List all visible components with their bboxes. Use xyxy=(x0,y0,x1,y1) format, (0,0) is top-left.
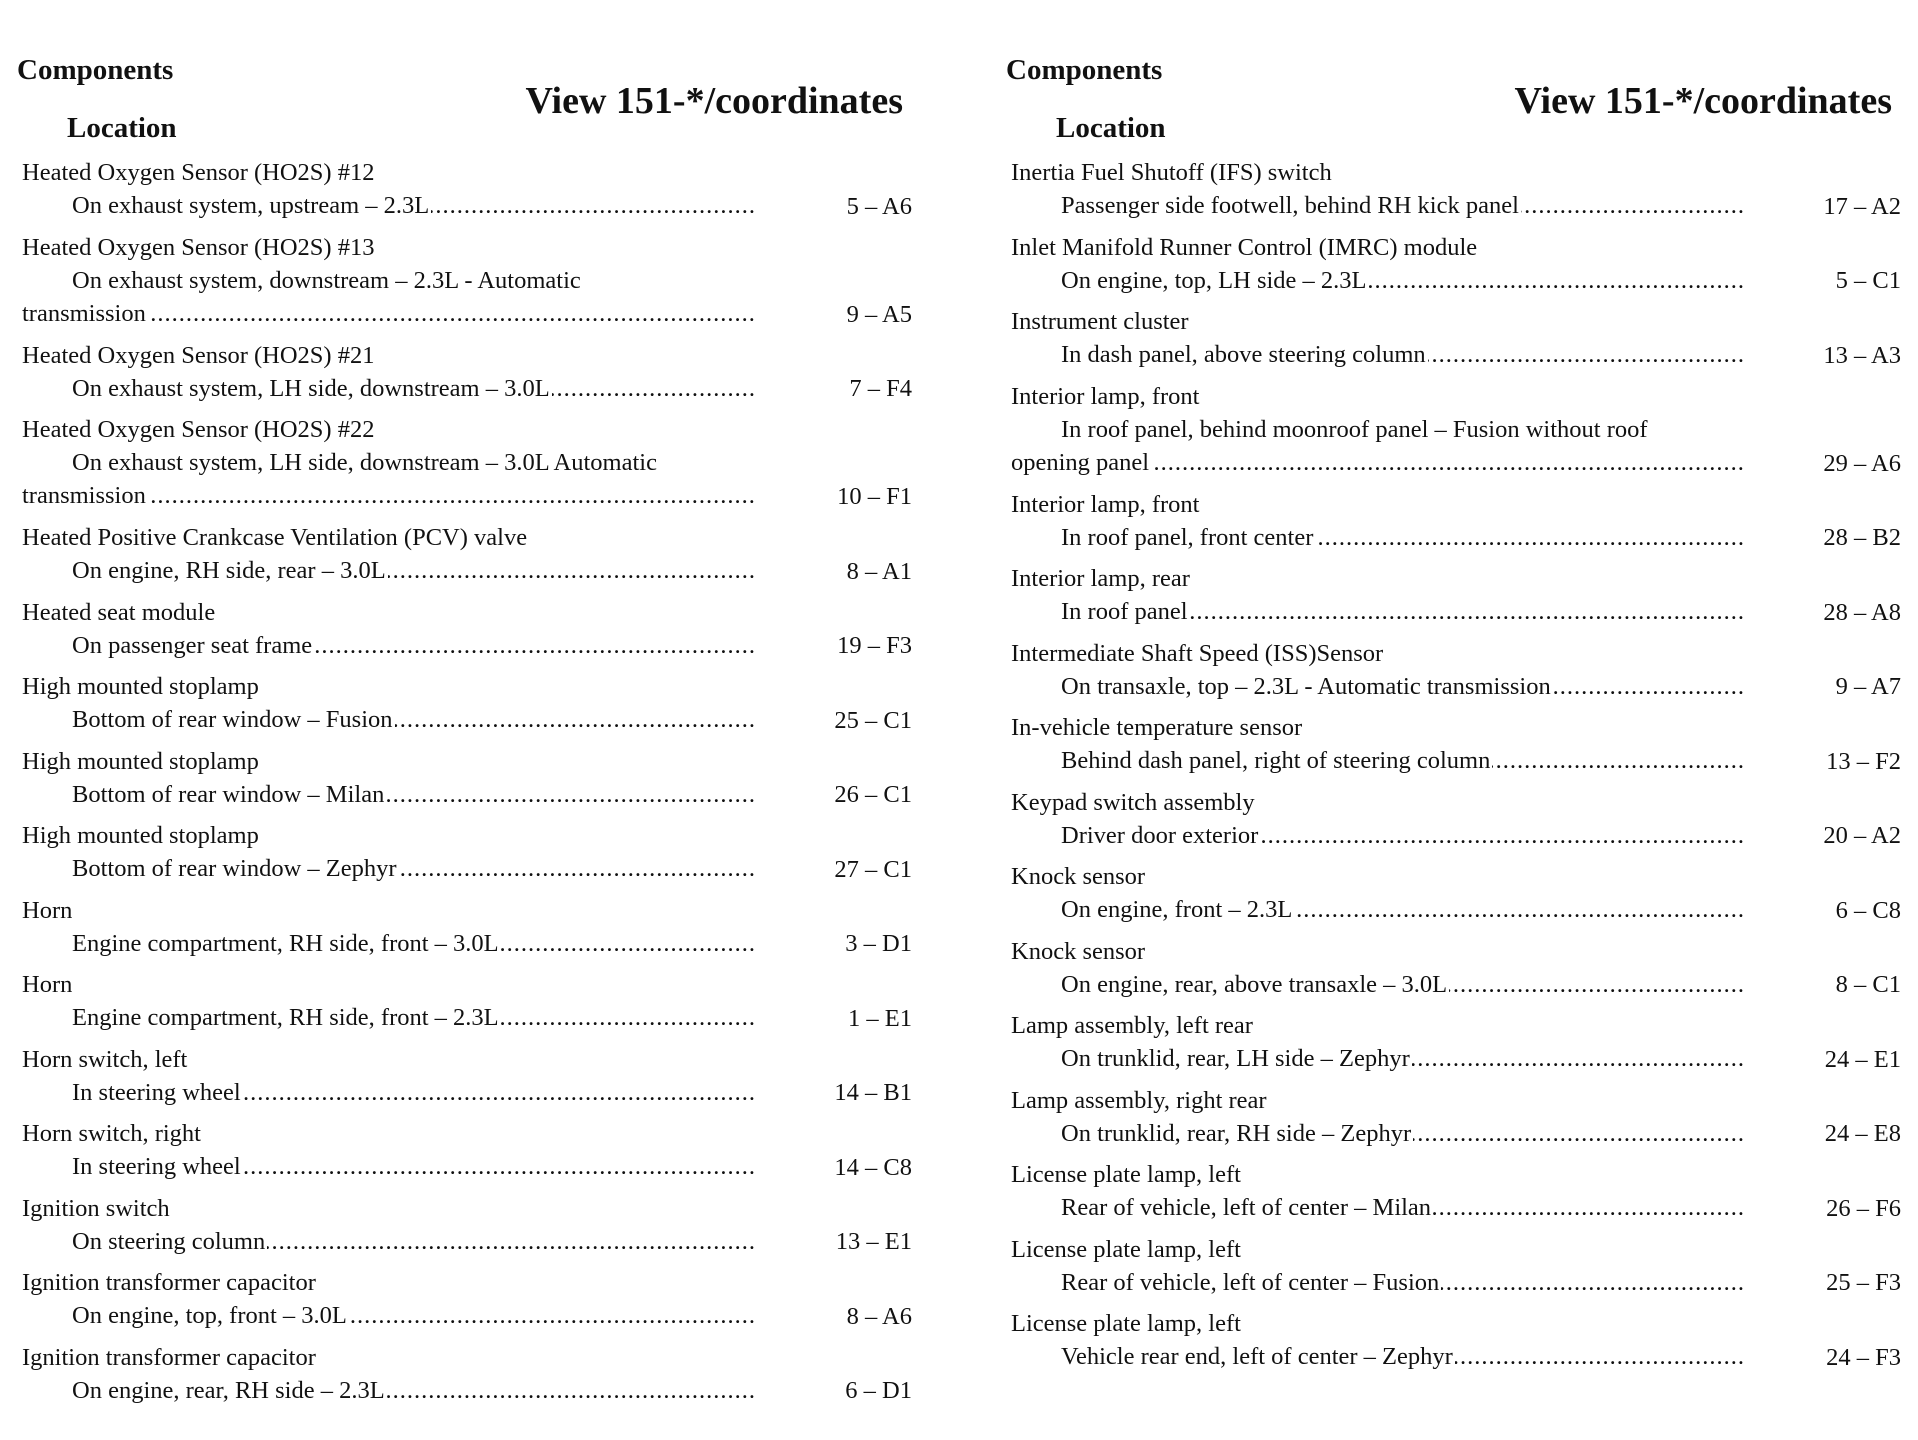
component-name: Heated Oxygen Sensor (HO2S) #13 xyxy=(22,233,375,261)
component-name: Ignition transformer capacitor xyxy=(22,1269,316,1296)
component-location-continued: transmission xyxy=(22,482,146,509)
view-coordinate: 9 – A7 xyxy=(1835,673,1901,700)
component-location: In roof panel, front center xyxy=(1061,523,1314,551)
component-entry xyxy=(1011,380,1901,488)
component-location: On engine, rear, RH side – 2.3L xyxy=(72,1376,385,1404)
component-location: Bottom of rear window – Fusion xyxy=(72,706,393,733)
component-name: Interior lamp, front xyxy=(1011,382,1200,410)
component-entry xyxy=(1011,1158,1901,1233)
component-location: Passenger side footwell, behind RH kick panel xyxy=(1061,192,1519,219)
component-entry xyxy=(1011,860,1901,935)
view-coordinate: 13 – A3 xyxy=(1823,341,1901,369)
component-name: Intermediate Shaft Speed (ISS)Sensor xyxy=(1011,639,1384,667)
view-coordinate: 20 – A2 xyxy=(1823,822,1901,849)
component-entry xyxy=(22,521,912,596)
left-component-list xyxy=(22,156,912,1415)
component-location: On engine, front – 2.3L xyxy=(1061,896,1293,923)
right-component-list xyxy=(1011,156,1901,1382)
component-name: Interior lamp, front xyxy=(1011,490,1200,518)
view-coordinate: 5 – C1 xyxy=(1835,267,1901,294)
component-location: On engine, RH side, rear – 3.0L xyxy=(72,557,386,584)
component-location: Engine compartment, RH side, front – 3.0L xyxy=(72,929,499,957)
component-entry xyxy=(22,670,912,745)
right-page xyxy=(989,0,1918,1440)
component-name: License plate lamp, left xyxy=(1011,1235,1241,1263)
view-coordinate: 17 – A2 xyxy=(1823,192,1901,220)
view-coordinate: 24 – E8 xyxy=(1824,1120,1901,1147)
right-header xyxy=(989,0,1918,150)
view-coordinate: 14 – C8 xyxy=(834,1153,912,1181)
component-entry xyxy=(22,819,912,894)
component-location: Driver door exterior xyxy=(1061,821,1259,849)
component-location: Bottom of rear window – Zephyr xyxy=(72,855,397,882)
component-location: In roof panel xyxy=(1061,598,1188,625)
view-coordinate: 28 – B2 xyxy=(1823,524,1901,551)
view-coordinate: 24 – F3 xyxy=(1826,1343,1901,1371)
view-coordinate: 27 – C1 xyxy=(834,855,912,883)
component-location: In steering wheel xyxy=(72,1078,241,1106)
view-coordinate: 6 – C8 xyxy=(1835,896,1901,924)
component-location: In steering wheel xyxy=(72,1153,241,1180)
components-heading: Components xyxy=(1006,54,1163,86)
component-entry xyxy=(1011,156,1901,231)
location-heading: Location xyxy=(67,112,177,144)
component-entry xyxy=(22,231,912,339)
component-entry xyxy=(1011,637,1901,712)
component-name: Horn xyxy=(22,971,73,998)
view-coordinate: 8 – C1 xyxy=(1835,971,1901,998)
component-entry xyxy=(1011,231,1901,306)
component-name: License plate lamp, left xyxy=(1011,1161,1241,1188)
component-location: Bottom of rear window – Milan xyxy=(72,780,385,808)
view-coordinate: 25 – F3 xyxy=(1826,1269,1901,1296)
view-coordinate: 8 – A6 xyxy=(846,1302,912,1330)
view-coordinate: 5 – A6 xyxy=(846,192,912,220)
component-location: Rear of vehicle, left of center – Fusion xyxy=(1061,1268,1440,1296)
component-name: Knock sensor xyxy=(1011,863,1146,890)
view-coordinate: 9 – A5 xyxy=(846,300,912,328)
component-location: On trunklid, rear, RH side – Zephyr xyxy=(1061,1119,1412,1147)
component-name: Heated Oxygen Sensor (HO2S) #12 xyxy=(22,159,375,186)
component-location: In dash panel, above steering column xyxy=(1061,341,1426,368)
component-location: On engine, rear, above transaxle – 3.0L xyxy=(1061,970,1448,998)
component-entry xyxy=(22,1117,912,1192)
component-location: On exhaust system, upstream – 2.3L xyxy=(72,192,430,219)
component-entry xyxy=(1011,1009,1901,1084)
component-location-continued: opening panel xyxy=(1011,448,1150,476)
components-heading: Components xyxy=(17,54,174,86)
component-entry xyxy=(22,745,912,820)
left-header xyxy=(0,0,929,150)
location-heading: Location xyxy=(1056,112,1166,144)
component-entry xyxy=(1011,1307,1901,1382)
view-coordinate: 24 – E1 xyxy=(1824,1045,1901,1073)
view-coordinates-heading: View 151-*/coordinates xyxy=(1514,80,1892,122)
component-name: In-vehicle temperature sensor xyxy=(1011,714,1303,741)
component-entry xyxy=(1011,711,1901,786)
component-name: Inertia Fuel Shutoff (IFS) switch xyxy=(1011,159,1332,186)
component-location: On exhaust system, LH side, downstream – 3.0L Automatic xyxy=(72,449,657,476)
component-entry xyxy=(1011,488,1901,563)
component-location: Vehicle rear end, left of center – Zephyr xyxy=(1061,1343,1453,1370)
view-coordinate: 14 – B1 xyxy=(834,1079,912,1106)
component-location: On exhaust system, LH side, downstream – 3.0L xyxy=(72,374,550,402)
component-name: Ignition switch xyxy=(22,1194,170,1222)
component-location: Behind dash panel, right of steering column xyxy=(1061,747,1491,774)
component-location: On engine, top, LH side – 2.3L xyxy=(1061,266,1367,294)
view-coordinate: 1 – E1 xyxy=(848,1004,912,1032)
view-coordinate: 28 – A8 xyxy=(1823,598,1901,626)
component-location: Rear of vehicle, left of center – Milan xyxy=(1061,1194,1432,1221)
component-name: Horn switch, left xyxy=(22,1045,188,1073)
view-coordinate: 26 – F6 xyxy=(1826,1194,1901,1222)
component-name: Horn switch, right xyxy=(22,1120,201,1147)
component-entry xyxy=(22,156,912,231)
component-location: On trunklid, rear, LH side – Zephyr xyxy=(1061,1045,1410,1072)
component-name: Heated seat module xyxy=(22,598,216,626)
component-entry xyxy=(22,968,912,1043)
view-coordinate: 10 – F1 xyxy=(837,483,912,510)
component-entry xyxy=(1011,1084,1901,1159)
component-entry xyxy=(22,894,912,969)
component-location: Engine compartment, RH side, front – 2.3L xyxy=(72,1004,499,1031)
component-entry xyxy=(1011,1233,1901,1308)
component-name: Inlet Manifold Runner Control (IMRC) module xyxy=(1011,233,1478,261)
component-entry xyxy=(22,596,912,671)
component-name: Heated Oxygen Sensor (HO2S) #22 xyxy=(22,416,375,443)
component-name: Heated Oxygen Sensor (HO2S) #21 xyxy=(22,341,375,369)
view-coordinate: 3 – D1 xyxy=(845,930,912,957)
component-name: High mounted stoplamp xyxy=(22,822,259,849)
component-name: Lamp assembly, left rear xyxy=(1011,1012,1253,1039)
component-location: On passenger seat frame xyxy=(72,631,313,659)
component-name: Lamp assembly, right rear xyxy=(1011,1086,1267,1114)
component-name: Ignition transformer capacitor xyxy=(22,1343,316,1371)
component-entry xyxy=(22,1266,912,1341)
view-coordinate: 13 – F2 xyxy=(1826,747,1901,775)
component-entry xyxy=(22,413,912,521)
component-name: Knock sensor xyxy=(1011,937,1146,965)
component-location: On exhaust system, downstream – 2.3L - Automatic xyxy=(72,266,581,294)
component-entry xyxy=(22,1192,912,1267)
component-location: In roof panel, behind moonroof panel – Fusion without roof xyxy=(1061,415,1648,443)
component-name: High mounted stoplamp xyxy=(22,673,259,700)
component-name: Interior lamp, rear xyxy=(1011,565,1190,592)
component-name: Heated Positive Crankcase Ventilation (PCV) valve xyxy=(22,524,528,551)
view-coordinate: 26 – C1 xyxy=(834,781,912,808)
component-entry xyxy=(1011,562,1901,637)
component-name: License plate lamp, left xyxy=(1011,1310,1241,1337)
component-location-continued: transmission xyxy=(22,299,146,327)
view-coordinate: 8 – A1 xyxy=(846,557,912,585)
view-coordinate: 7 – F4 xyxy=(849,375,912,402)
view-coordinates-heading: View 151-*/coordinates xyxy=(525,80,903,122)
component-entry xyxy=(22,339,912,414)
component-entry xyxy=(22,1341,912,1416)
component-entry xyxy=(1011,935,1901,1010)
view-coordinate: 29 – A6 xyxy=(1823,449,1901,477)
view-coordinate: 19 – F3 xyxy=(837,632,912,659)
component-name: Horn xyxy=(22,896,73,924)
component-name: High mounted stoplamp xyxy=(22,747,259,775)
component-entry xyxy=(22,1043,912,1118)
left-page xyxy=(0,0,929,1440)
component-location: On transaxle, top – 2.3L - Automatic transmission xyxy=(1061,672,1551,700)
component-entry xyxy=(1011,786,1901,861)
component-location: On steering column xyxy=(72,1227,266,1255)
component-name: Keypad switch assembly xyxy=(1011,788,1255,816)
component-entry xyxy=(1011,305,1901,380)
view-coordinate: 13 – E1 xyxy=(835,1228,912,1255)
view-coordinate: 6 – D1 xyxy=(845,1377,912,1404)
component-location: On engine, top, front – 3.0L xyxy=(72,1302,347,1329)
component-name: Instrument cluster xyxy=(1011,308,1189,335)
view-coordinate: 25 – C1 xyxy=(834,706,912,734)
